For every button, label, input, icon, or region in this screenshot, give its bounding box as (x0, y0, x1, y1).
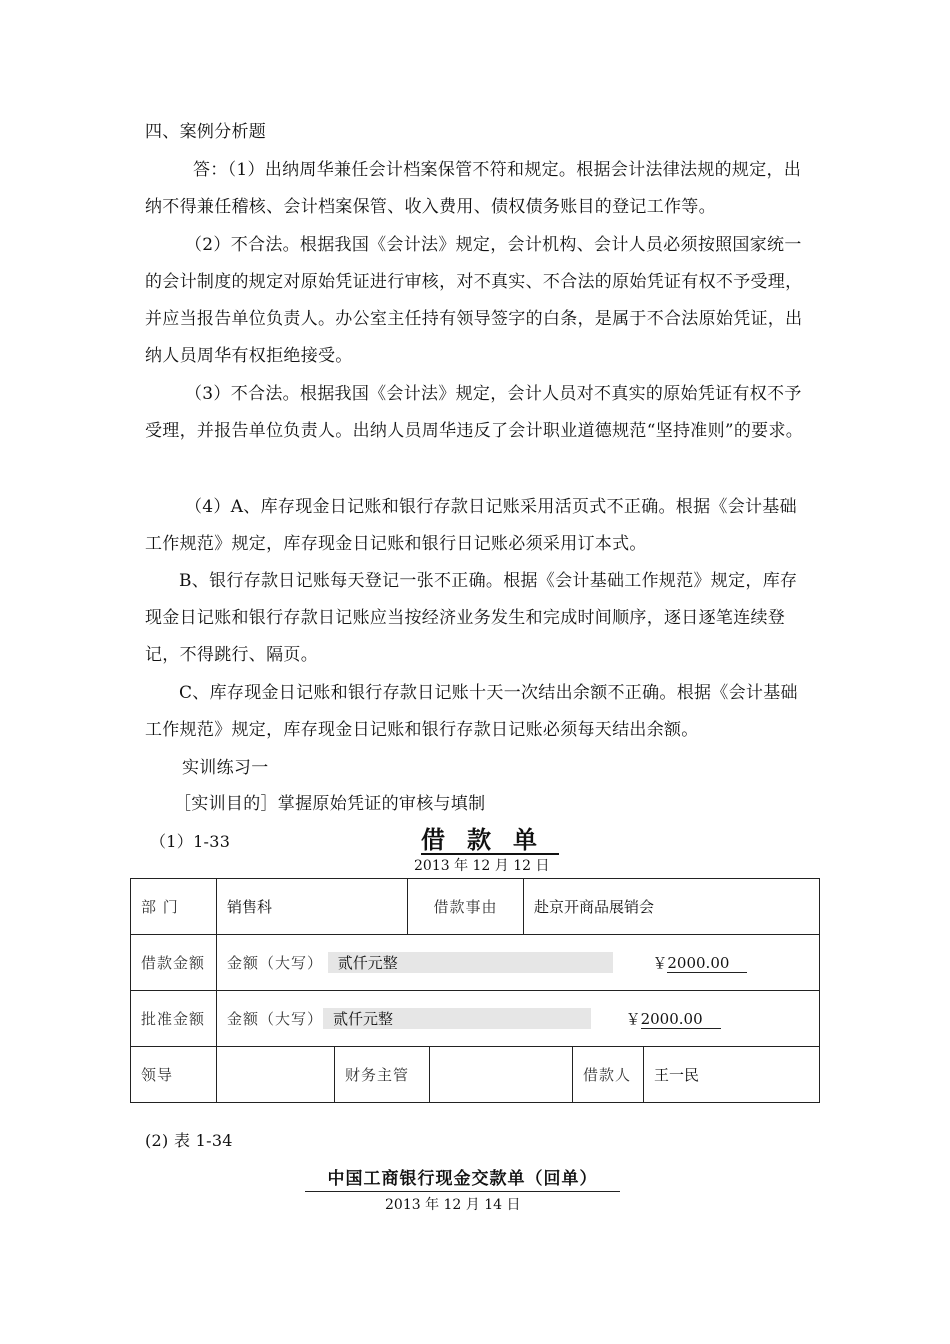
leader-label: 领导 (131, 1047, 217, 1103)
approved-amount-cell (217, 991, 820, 1047)
signature-row (217, 1047, 820, 1103)
reason-value: 赴京开商品展销会 (524, 879, 820, 935)
approved-amount-value: 2000.00 (641, 1010, 721, 1029)
answer-paragraph-6: C、库存现金日记账和银行存款日记账十天一次结出余额不正确。根据《会计基础工作规范》规定，库存现金日记账和银行存款日记账必须每天结出余额。 (145, 683, 798, 740)
loan-form-date: 2013 年 12 月 12 日 (414, 858, 550, 874)
answer-paragraph-1: 答：（1）出纳周华兼任会计档案保管不符和规定。根据会计法律法规的规定，出纳不得兼任稽核、会计档案保管、收入费用、债权债务账目的登记工作等。 (145, 160, 802, 217)
dept-label: 部 门 (131, 879, 217, 935)
loan-amount-cell (217, 935, 820, 991)
answer-paragraph-3: （3）不合法。根据我国《会计法》规定，会计人员对不真实的原始凭证有权不予受理，并报告单位负责人。出纳人员周华违反了会计职业道德规范“坚持准则”的要求。 (145, 384, 804, 441)
loan-amount-value: 2000.00 (667, 954, 747, 973)
approved-caps-label: 金额（大写） (227, 1010, 324, 1028)
borrower-value: 王一民 (654, 1066, 700, 1084)
practice-title: 实训练习一 (182, 758, 269, 778)
loan-form-table (130, 878, 820, 1103)
loan-amount-label: 借款金额 (131, 935, 217, 991)
approved-caps-value: 贰仟元整 (323, 1008, 591, 1029)
loan-caps-label: 金额（大写） (227, 954, 324, 972)
finance-label: 财务主管 (335, 1047, 430, 1102)
reason-label: 借款事由 (408, 879, 524, 935)
form1-ref: （1）1-33 (150, 832, 231, 851)
form2-ref: (2) 表 1-34 (145, 1131, 233, 1150)
answer-paragraph-4: （4）A、库存现金日记账和银行存款日记账采用活页式不正确。根据《会计基础工作规范》规定，库存现金日记账和银行日记账必须采用订本式。 (145, 497, 797, 554)
bank-form-title: 中国工商银行现金交款单（回单） (305, 1164, 620, 1192)
loan-form-title: 借款单 (421, 825, 559, 854)
approved-amount-label: 批准金额 (131, 991, 217, 1047)
answer-paragraph-5: B、银行存款日记账每天登记一张不正确。根据《会计基础工作规范》规定，库存现金日记账和银行存款日记账应当按经济业务发生和完成时间顺序，逐日逐笔连续登记，不得跳行、隔页。 (145, 571, 798, 665)
answer-paragraph-2: （2）不合法。根据我国《会计法》规定，会计机构、会计人员必须按照国家统一的会计制度的规定对原始凭证进行审核，对不真实、不合法的原始凭证有权不予受理，并应当报告单位负责人。办公室主任持有领导签字的白条，是属于不合法原始凭证，出纳人员周华有权拒绝接受。 (145, 235, 803, 366)
loan-currency: ￥ (652, 954, 668, 972)
finance-value (430, 1047, 573, 1102)
borrower-label: 借款人 (573, 1047, 644, 1102)
section-title: 四、案例分析题 (145, 122, 267, 142)
leader-value (217, 1047, 335, 1102)
bank-form-date: 2013 年 12 月 14 日 (385, 1197, 521, 1213)
approved-currency: ￥ (625, 1010, 641, 1028)
loan-caps-value: 贰仟元整 (328, 952, 613, 973)
dept-value: 销售科 (217, 879, 408, 935)
practice-goal: ［实训目的］掌握原始凭证的审核与填制 (174, 794, 486, 814)
